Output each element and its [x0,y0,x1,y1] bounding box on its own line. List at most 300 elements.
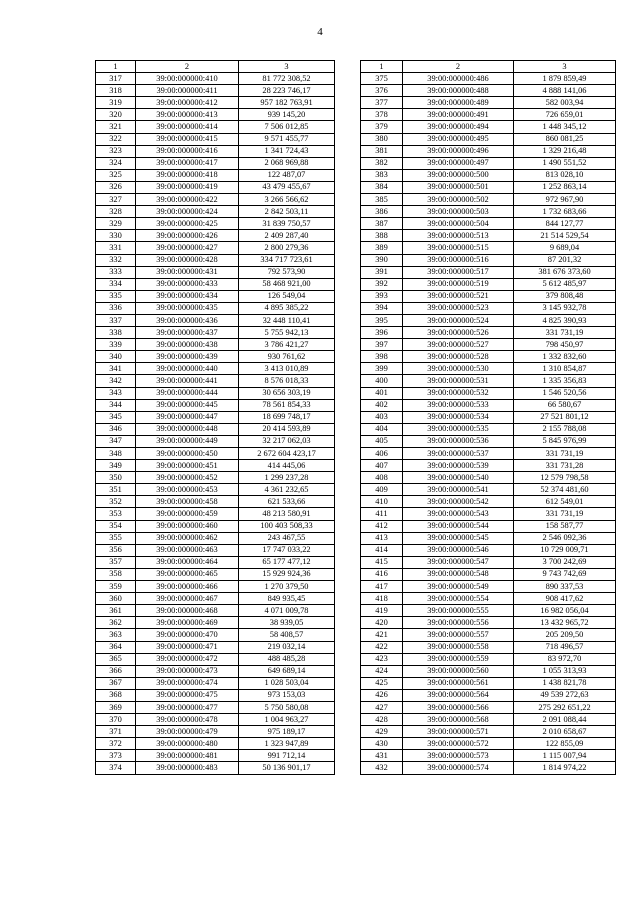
value-cell: 9 571 455,77 [239,133,335,145]
value-cell: 2 800 279,36 [239,242,335,254]
value-cell: 16 982 056,04 [514,605,616,617]
table-row [96,109,335,121]
value-cell: 1 341 724,43 [239,145,335,157]
value-cell: 621 533,66 [239,496,335,508]
row-number-cell: 320 [96,109,136,121]
row-number-cell: 362 [96,617,136,629]
row-number-cell: 405 [361,435,403,447]
cadastral-number-cell: 39:00:000000:547 [403,556,514,568]
cadastral-number-cell: 39:00:000000:545 [403,532,514,544]
row-number-cell: 357 [96,556,136,568]
value-cell: 52 374 481,60 [514,484,616,496]
row-number-cell: 338 [96,327,136,339]
row-number-cell: 382 [361,157,403,169]
value-cell: 18 699 748,17 [239,411,335,423]
cadastral-number-cell: 39:00:000000:519 [403,278,514,290]
value-cell: 331 731,19 [514,448,616,460]
table-row [361,266,616,278]
value-cell: 798 450,97 [514,339,616,351]
table-row [96,484,335,496]
cadastral-number-cell: 39:00:000000:444 [136,387,239,399]
row-number-cell: 340 [96,351,136,363]
cadastral-number-cell: 39:00:000000:467 [136,593,239,605]
cadastral-number-cell: 39:00:000000:537 [403,448,514,460]
value-cell: 1 004 963,27 [239,714,335,726]
value-cell: 3 413 010,89 [239,363,335,375]
row-number-cell: 326 [96,181,136,193]
table-row [361,460,616,472]
table-row [361,665,616,677]
value-cell: 5 750 580,08 [239,701,335,713]
row-number-cell: 318 [96,85,136,97]
table-row [361,496,616,508]
cadastral-number-cell: 39:00:000000:480 [136,738,239,750]
cadastral-number-cell: 39:00:000000:462 [136,532,239,544]
cadastral-number-cell: 39:00:000000:416 [136,145,239,157]
value-cell: 2 672 604 423,17 [239,448,335,460]
value-cell: 4 888 141,06 [514,85,616,97]
table-row [361,714,616,726]
table-row [361,230,616,242]
value-cell: 9 743 742,69 [514,568,616,580]
table-row [361,581,616,593]
table-row [361,181,616,193]
value-cell: 43 479 455,67 [239,181,335,193]
row-number-cell: 339 [96,339,136,351]
value-cell: 331 731,28 [514,460,616,472]
cadastral-number-cell: 39:00:000000:539 [403,460,514,472]
table-row [96,339,335,351]
row-number-cell: 398 [361,351,403,363]
cadastral-number-cell: 39:00:000000:410 [136,73,239,85]
row-number-cell: 350 [96,472,136,484]
row-number-cell: 397 [361,339,403,351]
row-number-cell: 426 [361,689,403,701]
row-number-cell: 364 [96,641,136,653]
value-cell: 849 935,45 [239,593,335,605]
row-number-cell: 356 [96,544,136,556]
row-number-cell: 365 [96,653,136,665]
value-cell: 908 417,62 [514,593,616,605]
row-number-cell: 387 [361,218,403,230]
row-number-cell: 422 [361,641,403,653]
row-number-cell: 345 [96,411,136,423]
row-number-cell: 406 [361,448,403,460]
value-cell: 58 468 921,00 [239,278,335,290]
value-cell: 8 576 018,33 [239,375,335,387]
cadastral-number-cell: 39:00:000000:488 [403,85,514,97]
row-number-cell: 317 [96,73,136,85]
row-number-cell: 374 [96,762,136,774]
row-number-cell: 427 [361,701,403,713]
cadastral-number-cell: 39:00:000000:440 [136,363,239,375]
row-number-cell: 385 [361,194,403,206]
row-number-cell: 354 [96,520,136,532]
value-cell: 49 539 272,63 [514,689,616,701]
row-number-cell: 415 [361,556,403,568]
table-row [361,302,616,314]
table-row [361,133,616,145]
row-number-cell: 392 [361,278,403,290]
row-number-cell: 379 [361,121,403,133]
row-number-cell: 373 [96,750,136,762]
value-cell: 87 201,32 [514,254,616,266]
table-row [361,701,616,713]
cadastral-number-cell: 39:00:000000:413 [136,109,239,121]
row-number-cell: 390 [361,254,403,266]
table-row [96,181,335,193]
value-cell: 334 717 723,61 [239,254,335,266]
cadastral-number-cell: 39:00:000000:528 [403,351,514,363]
table-row [361,218,616,230]
row-number-cell: 432 [361,762,403,774]
value-cell: 1 270 379,50 [239,581,335,593]
page-number: 4 [317,26,323,38]
table-row [361,145,616,157]
row-number-cell: 359 [96,581,136,593]
row-number-cell: 336 [96,302,136,314]
cadastral-number-cell: 39:00:000000:431 [136,266,239,278]
cadastral-number-cell: 39:00:000000:486 [403,73,514,85]
table-row [361,73,616,85]
cadastral-number-cell: 39:00:000000:527 [403,339,514,351]
value-cell: 2 155 788,08 [514,423,616,435]
row-number-cell: 358 [96,568,136,580]
row-number-cell: 363 [96,629,136,641]
value-cell: 3 786 421,27 [239,339,335,351]
table-row [96,423,335,435]
value-cell: 860 081,25 [514,133,616,145]
cadastral-number-cell: 39:00:000000:536 [403,435,514,447]
cadastral-number-cell: 39:00:000000:477 [136,701,239,713]
value-cell: 15 929 924,36 [239,568,335,580]
value-cell: 81 772 308,52 [239,73,335,85]
value-cell: 5 845 976,99 [514,435,616,447]
value-cell: 1 438 821,78 [514,677,616,689]
row-number-cell: 430 [361,738,403,750]
cadastral-number-cell: 39:00:000000:459 [136,508,239,520]
cadastral-number-cell: 39:00:000000:564 [403,689,514,701]
row-number-cell: 395 [361,314,403,326]
value-cell: 83 972,70 [514,653,616,665]
table-row [361,738,616,750]
row-number-cell: 380 [361,133,403,145]
cadastral-number-cell: 39:00:000000:524 [403,314,514,326]
table-row [361,605,616,617]
row-number-cell: 402 [361,399,403,411]
row-number-cell: 376 [361,85,403,97]
cadastral-number-cell: 39:00:000000:436 [136,314,239,326]
table-row [361,448,616,460]
row-number-cell: 372 [96,738,136,750]
value-cell: 1 055 313,93 [514,665,616,677]
row-number-cell: 355 [96,532,136,544]
value-cell: 275 292 651,22 [514,701,616,713]
table-row [96,689,335,701]
value-cell: 21 514 529,54 [514,230,616,242]
table-row [96,544,335,556]
row-number-cell: 412 [361,520,403,532]
row-number-cell: 331 [96,242,136,254]
cadastral-number-cell: 39:00:000000:415 [136,133,239,145]
table-row [96,568,335,580]
value-cell: 939 145,20 [239,109,335,121]
row-number-cell: 337 [96,314,136,326]
value-cell: 20 414 593,89 [239,423,335,435]
row-number-cell: 370 [96,714,136,726]
cadastral-number-cell: 39:00:000000:435 [136,302,239,314]
row-number-cell: 347 [96,435,136,447]
cadastral-number-cell: 39:00:000000:468 [136,605,239,617]
column-header-cadastral-number: 2 [136,61,239,73]
cadastral-number-cell: 39:00:000000:572 [403,738,514,750]
value-cell: 1 310 854,87 [514,363,616,375]
table-row [361,157,616,169]
value-cell: 2 010 658,67 [514,726,616,738]
row-number-cell: 371 [96,726,136,738]
value-cell: 813 028,10 [514,169,616,181]
table-row [361,677,616,689]
column-header-number: 1 [96,61,136,73]
cadastral-number-cell: 39:00:000000:460 [136,520,239,532]
cadastral-number-cell: 39:00:000000:449 [136,435,239,447]
table-row [361,121,616,133]
column-header-number: 1 [361,61,403,73]
cadastral-number-cell: 39:00:000000:478 [136,714,239,726]
cadastral-number-cell: 39:00:000000:472 [136,653,239,665]
table-header-row [361,61,616,73]
value-cell: 126 549,04 [239,290,335,302]
cadastral-number-cell: 39:00:000000:428 [136,254,239,266]
value-cell: 5 612 485,97 [514,278,616,290]
cadastral-number-cell: 39:00:000000:573 [403,750,514,762]
value-cell: 122 487,07 [239,169,335,181]
table-row [96,145,335,157]
cadastral-number-cell: 39:00:000000:445 [136,399,239,411]
value-cell: 718 496,57 [514,641,616,653]
cadastral-number-cell: 39:00:000000:534 [403,411,514,423]
cadastral-table-right [360,60,616,775]
row-number-cell: 343 [96,387,136,399]
row-number-cell: 391 [361,266,403,278]
cadastral-number-cell: 39:00:000000:535 [403,423,514,435]
table-row [361,435,616,447]
cadastral-number-cell: 39:00:000000:496 [403,145,514,157]
table-row [361,206,616,218]
cadastral-number-cell: 39:00:000000:438 [136,339,239,351]
table-row [96,314,335,326]
table-row [96,605,335,617]
value-cell: 1 814 974,22 [514,762,616,774]
row-number-cell: 346 [96,423,136,435]
value-cell: 381 676 373,60 [514,266,616,278]
cadastral-number-cell: 39:00:000000:425 [136,218,239,230]
row-number-cell: 389 [361,242,403,254]
value-cell: 930 761,62 [239,351,335,363]
value-cell: 17 747 033,22 [239,544,335,556]
column-header-value: 3 [239,61,335,73]
table-row [96,375,335,387]
row-number-cell: 344 [96,399,136,411]
row-number-cell: 334 [96,278,136,290]
value-cell: 1 252 863,14 [514,181,616,193]
cadastral-number-cell: 39:00:000000:466 [136,581,239,593]
row-number-cell: 325 [96,169,136,181]
table-row [361,169,616,181]
table-row [361,556,616,568]
value-cell: 3 266 566,62 [239,194,335,206]
value-cell: 1 028 503,04 [239,677,335,689]
cadastral-number-cell: 39:00:000000:546 [403,544,514,556]
table-row [361,109,616,121]
row-number-cell: 329 [96,218,136,230]
row-number-cell: 418 [361,593,403,605]
table-row [96,133,335,145]
cadastral-number-cell: 39:00:000000:464 [136,556,239,568]
row-number-cell: 394 [361,302,403,314]
table-row [96,460,335,472]
table-row [96,520,335,532]
row-number-cell: 369 [96,701,136,713]
row-number-cell: 413 [361,532,403,544]
table-row [361,363,616,375]
value-cell: 32 448 110,41 [239,314,335,326]
cadastral-number-cell: 39:00:000000:469 [136,617,239,629]
value-cell: 66 580,67 [514,399,616,411]
table-row [361,762,616,774]
value-cell: 3 700 242,69 [514,556,616,568]
table-row [361,85,616,97]
table-row [361,351,616,363]
value-cell: 243 467,55 [239,532,335,544]
cadastral-number-cell: 39:00:000000:452 [136,472,239,484]
cadastral-number-cell: 39:00:000000:574 [403,762,514,774]
table-row [96,581,335,593]
cadastral-number-cell: 39:00:000000:560 [403,665,514,677]
cadastral-number-cell: 39:00:000000:555 [403,605,514,617]
value-cell: 9 689,04 [514,242,616,254]
cadastral-number-cell: 39:00:000000:494 [403,121,514,133]
cadastral-number-cell: 39:00:000000:559 [403,653,514,665]
cadastral-number-cell: 39:00:000000:561 [403,677,514,689]
row-number-cell: 384 [361,181,403,193]
table-row [361,423,616,435]
table-row [96,121,335,133]
row-number-cell: 342 [96,375,136,387]
table-row [361,387,616,399]
value-cell: 582 003,94 [514,97,616,109]
table-row [96,73,335,85]
row-number-cell: 417 [361,581,403,593]
table-row [361,339,616,351]
table-row [96,435,335,447]
cadastral-number-cell: 39:00:000000:427 [136,242,239,254]
table-row [361,484,616,496]
cadastral-number-cell: 39:00:000000:414 [136,121,239,133]
cadastral-number-cell: 39:00:000000:557 [403,629,514,641]
table-row [361,750,616,762]
table-row [361,544,616,556]
value-cell: 488 485,28 [239,653,335,665]
row-number-cell: 341 [96,363,136,375]
value-cell: 1 299 237,28 [239,472,335,484]
table-row [96,641,335,653]
value-cell: 972 967,90 [514,194,616,206]
row-number-cell: 321 [96,121,136,133]
cadastral-number-cell: 39:00:000000:502 [403,194,514,206]
value-cell: 2 842 503,11 [239,206,335,218]
row-number-cell: 424 [361,665,403,677]
table-row [96,169,335,181]
cadastral-number-cell: 39:00:000000:497 [403,157,514,169]
value-cell: 991 712,14 [239,750,335,762]
value-cell: 1 332 832,60 [514,351,616,363]
table-row [96,218,335,230]
table-row [361,520,616,532]
value-cell: 5 755 942,13 [239,327,335,339]
table-row [96,714,335,726]
cadastral-number-cell: 39:00:000000:513 [403,230,514,242]
cadastral-number-cell: 39:00:000000:541 [403,484,514,496]
value-cell: 65 177 477,12 [239,556,335,568]
row-number-cell: 414 [361,544,403,556]
table-row [361,399,616,411]
cadastral-number-cell: 39:00:000000:475 [136,689,239,701]
table-row [96,387,335,399]
cadastral-number-cell: 39:00:000000:419 [136,181,239,193]
value-cell: 792 573,90 [239,266,335,278]
value-cell: 122 855,09 [514,738,616,750]
value-cell: 50 136 901,17 [239,762,335,774]
table-row [361,532,616,544]
table-row [361,653,616,665]
cadastral-number-cell: 39:00:000000:491 [403,109,514,121]
value-cell: 726 659,01 [514,109,616,121]
row-number-cell: 367 [96,677,136,689]
value-cell: 10 729 009,71 [514,544,616,556]
value-cell: 890 337,53 [514,581,616,593]
row-number-cell: 333 [96,266,136,278]
value-cell: 649 689,14 [239,665,335,677]
row-number-cell: 360 [96,593,136,605]
cadastral-number-cell: 39:00:000000:465 [136,568,239,580]
value-cell: 1 323 947,89 [239,738,335,750]
cadastral-number-cell: 39:00:000000:418 [136,169,239,181]
value-cell: 844 127,77 [514,218,616,230]
table-row [96,508,335,520]
value-cell: 205 209,50 [514,629,616,641]
table-row [361,194,616,206]
table-row [361,254,616,266]
row-number-cell: 425 [361,677,403,689]
table-row [361,314,616,326]
table-row [96,290,335,302]
table-row [96,278,335,290]
cadastral-number-cell: 39:00:000000:516 [403,254,514,266]
row-number-cell: 411 [361,508,403,520]
value-cell: 4 825 390,93 [514,314,616,326]
row-number-cell: 377 [361,97,403,109]
value-cell: 2 409 287,40 [239,230,335,242]
table-row [361,568,616,580]
row-number-cell: 330 [96,230,136,242]
cadastral-number-cell: 39:00:000000:463 [136,544,239,556]
table-row [96,448,335,460]
value-cell: 38 939,05 [239,617,335,629]
table-row [361,411,616,423]
value-cell: 1 115 007,94 [514,750,616,762]
value-cell: 1 490 551,52 [514,157,616,169]
